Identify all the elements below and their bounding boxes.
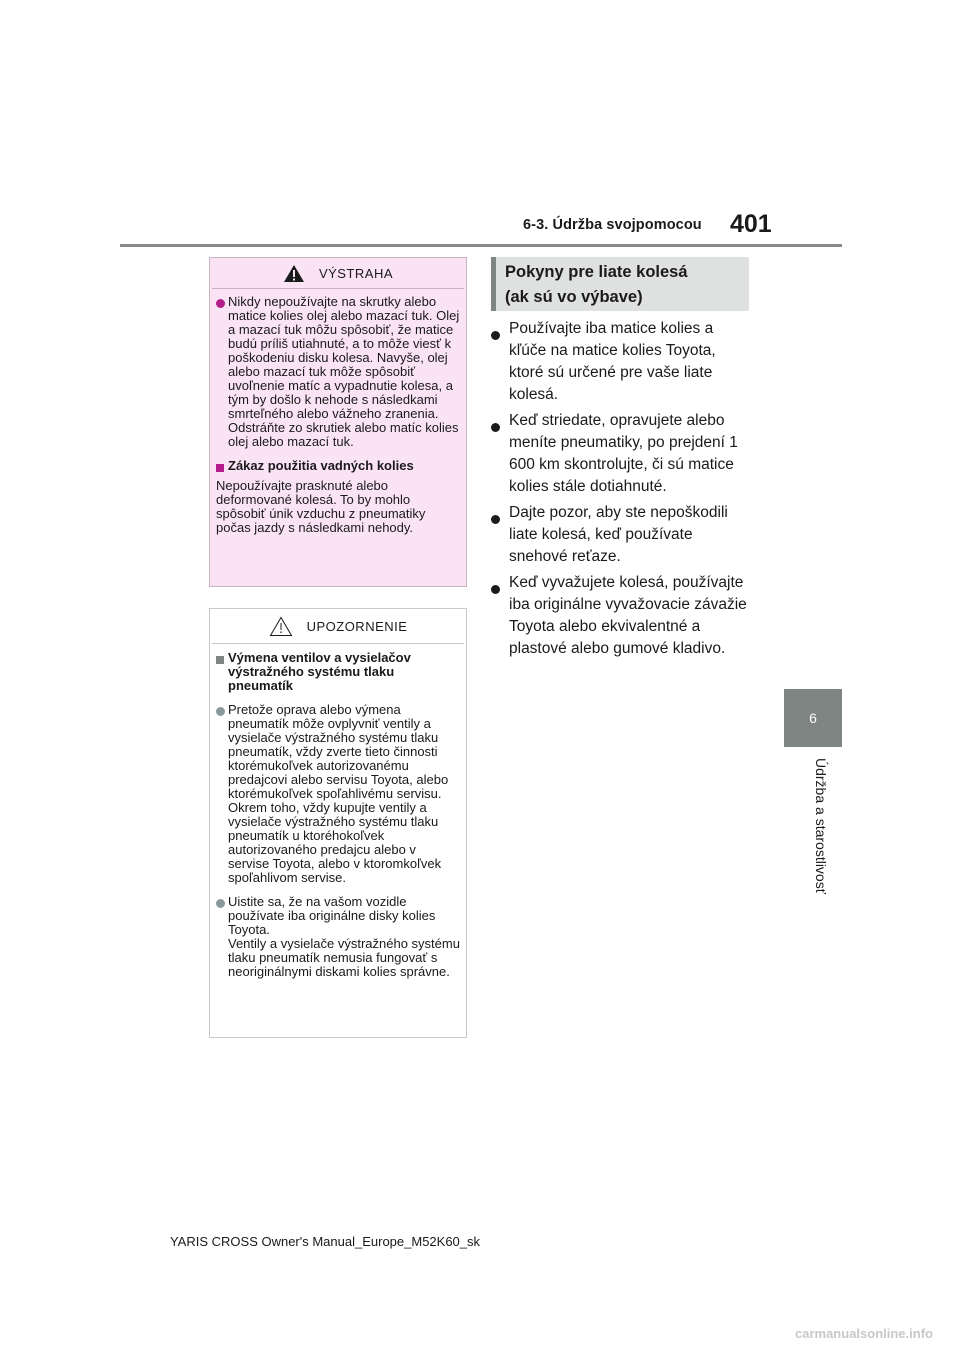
header-divider [120,244,842,247]
bullet-dot-icon [216,707,225,716]
warning-bullet-text: Nikdy nepoužívajte na skrutky alebo matice kolies olej alebo mazací tuk. Olej a mazací tuk môžu spôsobiť, že matice budú príliš utiahnuté, a to môže viesť k poškodeniu disku kolesa. Navyše, olej alebo mazací tuk môže spôsobiť uvoľnenie matíc a vypadnutie kolesa, a tým by došlo k nehode s následkami smrteľného alebo vážneho zranenia. Odstráňte zo skrutiek alebo matíc kolies olej alebo mazací tuk. [228,294,460,449]
list-item [491,410,753,498]
alloy-section-heading [491,257,749,311]
list-item [491,502,753,568]
caution-header [212,609,464,644]
list-item [491,572,753,660]
list-item-text: Keď vyvažujete kolesá, používajte iba originálne vyvažovacie závažie Toyota alebo ekvivalentné a plastové alebo gumové kladivo. [509,574,747,657]
bullet-dot-icon [216,899,225,908]
warning-subtext: Nepoužívajte prasknuté alebo deformované kolesá. To by mohlo spôsobiť únik vzduchu z pneumatiky počas jazdy s následkami nehody. [216,478,426,535]
square-bullet-icon [216,656,224,664]
caution-subheading: Výmena ventilov a vysielačov výstražného systému tlaku pneumatík [228,650,411,693]
caution-bullet [216,895,460,979]
warning-header [212,258,464,289]
warning-subheading-row [216,459,460,475]
alloy-heading-line2: (ak sú vo výbave) [505,288,643,306]
footer [0,1234,960,1249]
warning-box [209,257,467,587]
list-item-text: Dajte pozor, aby ste nepoškodili liate kolesá, keď používate snehové reťaze. [509,504,728,565]
chapter-number: 6 [809,710,817,726]
bullet-dot-icon [491,585,500,594]
bullet-dot-icon [216,299,225,308]
chapter-title: Údržba a starostlivosť [813,758,829,894]
section-title: 6-3. Údržba svojpomocou [523,217,702,233]
square-bullet-icon [216,464,224,472]
caution-triangle-icon [269,616,293,637]
watermark: carmanualsonline.info [795,1326,933,1341]
caution-bullet [216,703,460,885]
caution-bullet-text: Ventily a vysielače výstražného systému tlaku pneumatík nemusia fungovať s neoriginálnymi diskami kolies správne. [228,936,460,979]
bullet-dot-icon [491,423,500,432]
bullet-dot-icon [491,515,500,524]
caution-title: UPOZORNENIE [306,618,408,634]
caution-bullet-text: Uistite sa, že na vašom vozidle používate iba originálne disky kolies Toyota. [228,894,436,937]
chapter-tab [784,689,842,747]
page-number: 401 [730,210,772,238]
alloy-instructions-list [491,318,753,664]
footer-text: YARIS CROSS Owner's Manual_Europe_M52K60_sk [169,1234,481,1249]
caution-subheading-row [216,651,460,693]
warning-bullet [216,295,460,449]
warning-title: VÝSTRAHA [318,265,394,281]
caution-bullet-text: Pretože oprava alebo výmena pneumatík môže ovplyvniť ventily a vysielače výstražného systému tlaku pneumatík, vždy zverte tieto činnosti ktorémukoľvek autorizovanému predajcovi alebo servisu Toyota, alebo ktorémukoľvek spoľahlivému servisu. Okrem toho, vždy kupujte ventily a vysielače výstražného systému tlaku pneumatík u ktoréhokoľvek autorizovaného predajcu alebo v servise Toyota, alebo v ktoromkoľvek spoľahlivom servise. [228,702,449,885]
list-item-text: Keď striedate, opravujete alebo meníte pneumatiky, po prejdení 1 600 km skontrolujte, či sú matice kolies stále dotiahnuté. [509,412,738,495]
caution-box [209,608,467,1038]
list-item-text: Používajte iba matice kolies a kľúče na matice kolies Toyota, ktoré sú určené pre vaše liate kolesá. [509,320,716,403]
warning-triangle-icon [283,264,305,283]
list-item [491,318,753,406]
alloy-heading-line1: Pokyny pre liate kolesá [505,263,688,281]
bullet-dot-icon [491,331,500,340]
warning-subheading: Zákaz použitia vadných kolies [228,458,414,473]
